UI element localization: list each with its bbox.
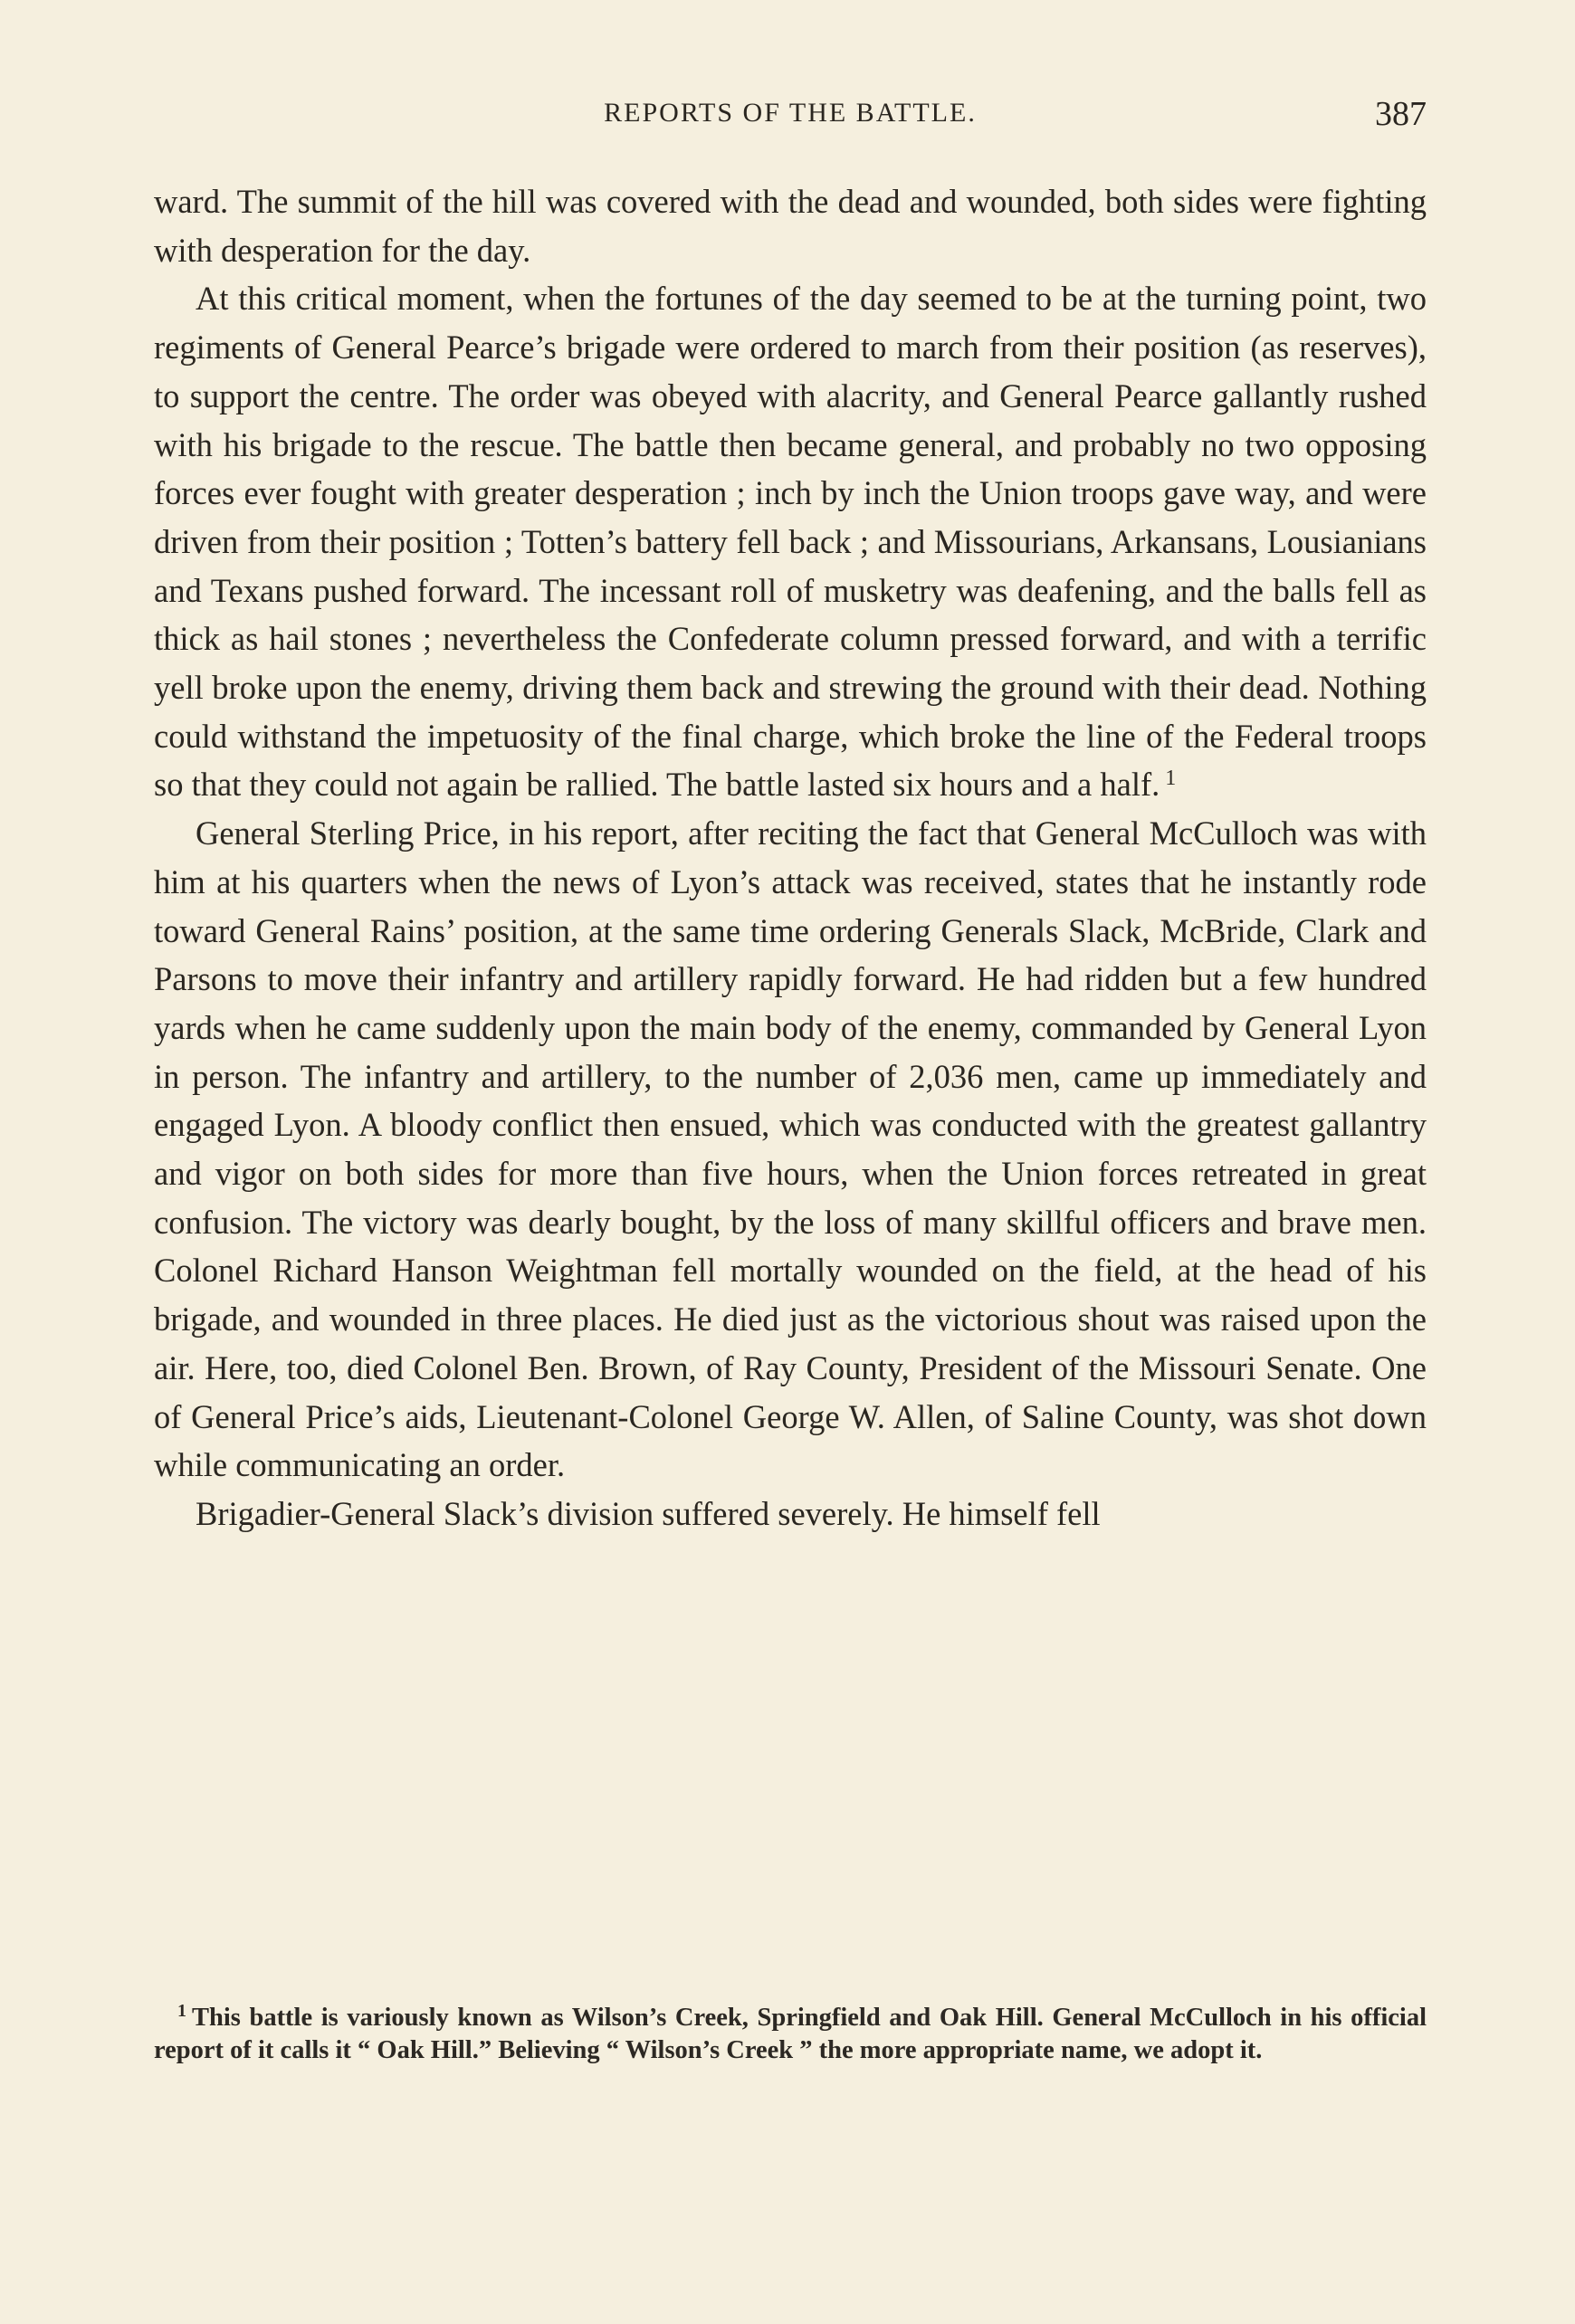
paragraph [154, 809, 1427, 1490]
footnote [154, 2002, 1427, 2066]
paragraph-text: ward. The summit of the hill was covered with the dead and wounded, both sides were fighting with desperation for the day. [154, 183, 1427, 269]
footnote-marker: 1 [177, 2001, 186, 2021]
running-head [154, 95, 1427, 143]
body-text [154, 177, 1427, 1538]
page-number: 387 [1375, 95, 1427, 133]
running-title: REPORTS OF THE BATTLE. [604, 98, 977, 128]
paragraph [154, 274, 1427, 809]
footnotes [154, 2002, 1427, 2066]
footnote-reference: 1 [1165, 767, 1177, 791]
paragraph [154, 177, 1427, 274]
paragraph [154, 1490, 1427, 1538]
paragraph-text: General Sterling Price, in his report, after reciting the fact that General McCulloch was with him at his quarters when the news of Lyon’s attack was received, states that he instantly rode toward General Rains’ position, at the same time ordering Generals Slack, McBride, Clark and Parsons to move their infantry and artillery rapidly forward. He had ridden but a few hundred yards when he came suddenly upon the main body of the enemy, commanded by General Lyon in person. The infantry and artillery, to the number of 2,036 men, came up immediately and engaged Lyon. A bloody conflict then ensued, which was conducted with the greatest gallantry and vigor on both sides for more than five hours, when the Union forces retreated in great confusion. The victory was dearly bought, by the loss of many skillful officers and brave men. Colonel Richard Hanson Weightman fell mortally wounded on the field, at the head of his brigade, and wounded in three places. He died just as the victorious shout was raised upon the air. Here, too, died Colonel Ben. Brown, of Ray County, President of the Missouri Senate. One of General Price’s aids, Lieutenant-Colonel George W. Allen, of Saline County, was shot down while communicating an order. [154, 814, 1427, 1484]
footnote-text: This battle is variously known as Wilson’s Creek, Springfield and Oak Hill. General McCulloch in his official report of it calls it “ Oak Hill.” Believing “ Wilson’s Creek ” the more appropriate name, we adopt it. [154, 2004, 1427, 2064]
paragraph-text: Brigadier-General Slack’s division suffered severely. He himself fell [196, 1494, 1101, 1532]
paragraph-text: At this critical moment, when the fortunes of the day seemed to be at the turning point, two regiments of General Pearce’s brigade were ordered to march from their position (as reserves), to support the centre. The order was obeyed with alacrity, and General Pearce gallantly rushed with his brigade to the rescue. The battle then became general, and probably no two opposing forces ever fought with greater desperation ; inch by inch the Union troops gave way, and were driven from their position ; Totten’s battery fell back ; and Missourians, Arkansans, Lousianians and Texans pushed forward. The incessant roll of musketry was deafening, and the balls fell as thick as hail stones ; nevertheless the Confederate column pressed forward, and with a terrific yell broke upon the enemy, driving them back and strewing the ground with their dead. Nothing could withstand the impetuosity of the final charge, which broke the line of the Federal troops so that they could not again be rallied. The battle lasted six hours and a half. [154, 280, 1427, 804]
